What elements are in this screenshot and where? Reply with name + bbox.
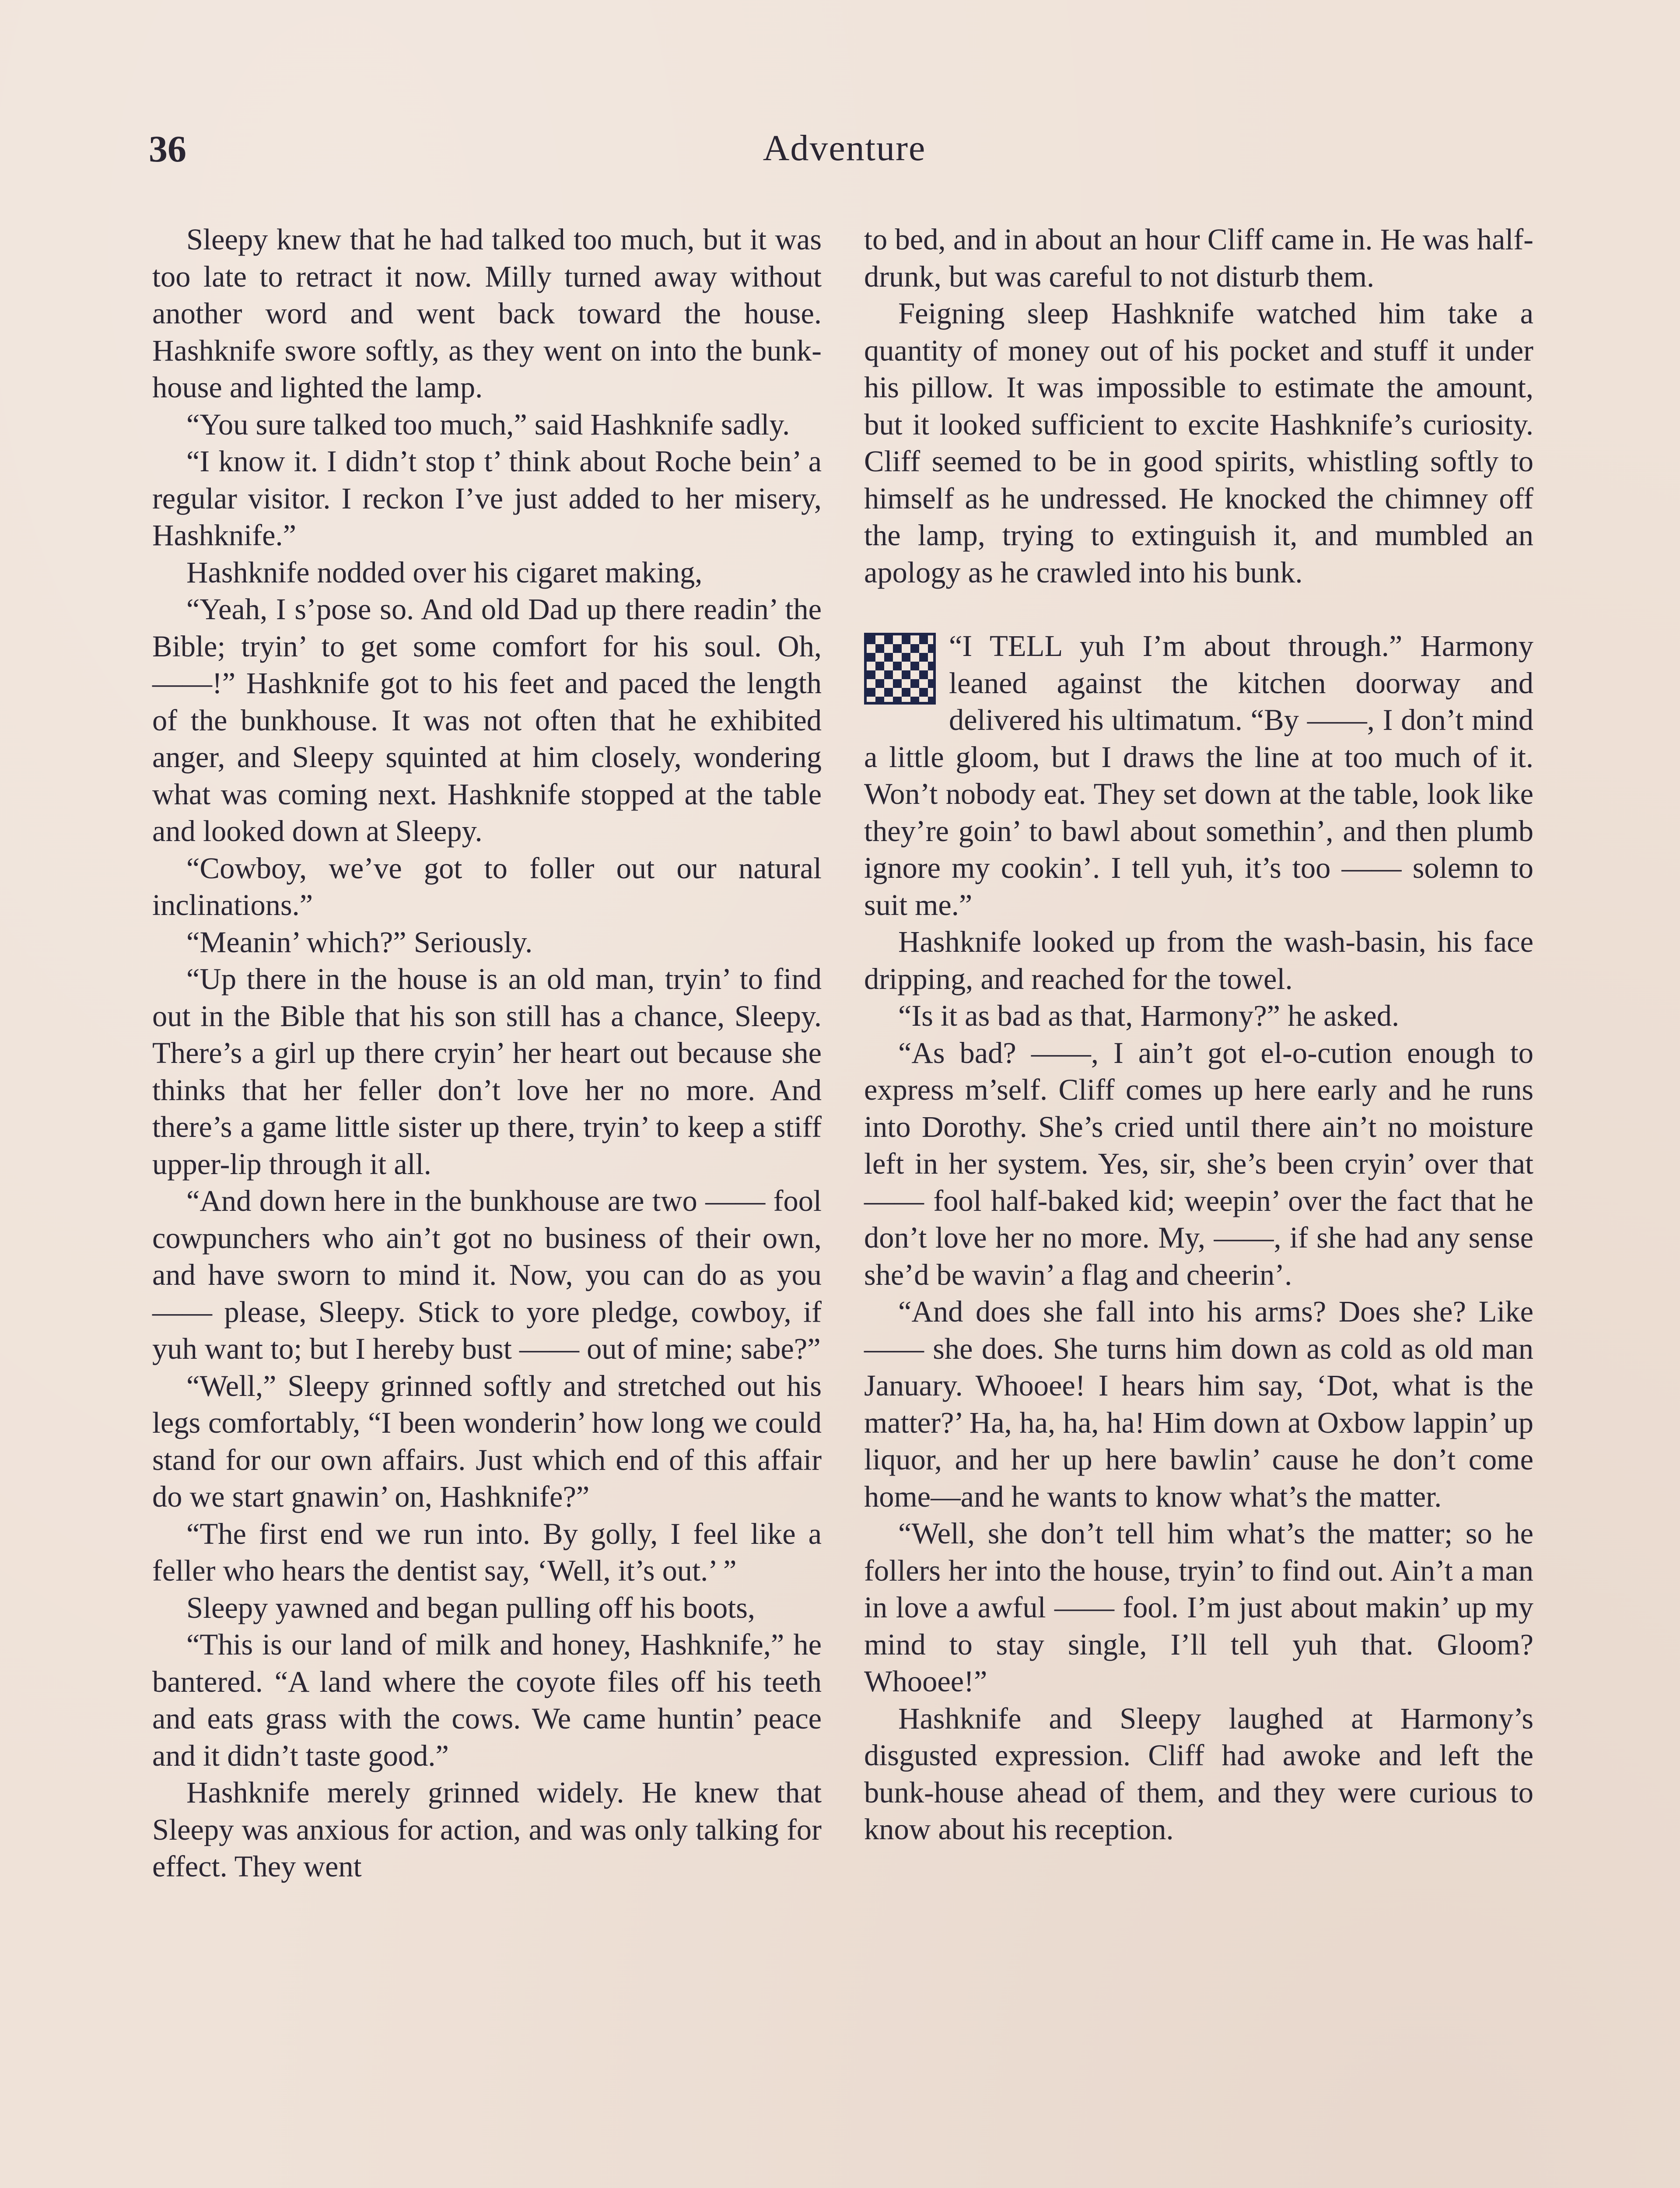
section-break: [864, 591, 1533, 628]
page-header: [149, 127, 1540, 188]
paragraph: “Meanin’ which?” Seriously.: [186, 925, 533, 959]
page-number: 36: [149, 128, 186, 170]
paragraph: to bed, and in about an hour Cliff came in. He was half-drunk, but was careful to not disturb them.: [864, 223, 1533, 293]
paragraph: “Is it as bad as that, Harmony?” he asked.: [898, 999, 1400, 1032]
section-opening-text: “I TELL yuh I’m about through.” Harmony leaned against the kitchen doorway and delivered his ultimatum. “By ——, I don’t mind a little gloom, but I draws the line at too much of it. Won’t nobody eat. They set down at the table, look like they’re goin’ to bawl about somethin’, and then plumb ignore my cookin’. I tell yuh, it’s too —— solemn to suit me.”: [864, 629, 1533, 922]
paragraph: “Up there in the house is an old man, tryin’ to find out in the Bible that his son still has a chance, Sleepy. There’s a girl up there cryin’ her heart out because she thinks that her feller don’t love her no more. And there’s a game little sister up there, tryin’ to keep a stiff upper-lip through it all.: [152, 962, 822, 1181]
paragraph: Hashknife nodded over his cigaret making,: [186, 555, 703, 589]
paragraph: “The first end we run into. By golly, I feel like a feller who hears the dentist say, ‘Well, it’s out.’ ”: [152, 1517, 822, 1587]
paragraph: Sleepy knew that he had talked too much, but it was too late to retract it now. Milly turned away without another word and went back toward the house. Hashknife swore softly, as they went on into the bunk-house and lighted the lamp.: [152, 223, 822, 404]
paragraph: “I know it. I didn’t stop t’ think about Roche bein’ a regular visitor. I reckon I’ve just added to her misery, Hashknife.”: [152, 445, 822, 552]
paragraph: “Well,” Sleepy grinned softly and stretched out his legs comfortably, “I been wonderin’ how long we could stand for our own affairs. Just which end of this affair do we start gnawin’ on, Hashknife?”: [152, 1369, 822, 1513]
paragraph: “Well, she don’t tell him what’s the matter; so he follers her into the house, tryin’ to find out. Ain’t a man in love a awful —— fool. I’m just about makin’ up my mind to stay single, I’ll tell yuh that. Gloom? Whooee!”: [864, 1517, 1533, 1698]
paragraph: “And down here in the bunkhouse are two —— fool cowpunchers who ain’t got no business of their own, and have sworn to mind it. Now, you can do as you —— please, Sleepy. Stick to yore pledge, cowboy, if yuh want to; but I hereby bust —— out of mine; sabe?”: [152, 1184, 822, 1365]
paragraph: Hashknife and Sleepy laughed at Harmony’s disgusted expression. Cliff had awoke and left the bunk-house ahead of them, and they were curious to know about his reception.: [864, 1701, 1533, 1846]
paragraph: “And does she fall into his arms? Does she? Like —— she does. She turns him down as cold as old man January. Whooee! I hears him say, ‘Dot, what is the matter?’ Ha, ha, ha, ha! Him down at Oxbow lappin’ up liquor, and her up here bawlin’ cause he don’t come home—and he wants to know what’s the matter.: [864, 1295, 1533, 1513]
running-head: Adventure: [763, 128, 926, 168]
paragraph: Feigning sleep Hashknife watched him take a quantity of money out of his pocket and stuff it under his pillow. It was impossible to estimate the amount, but it looked sufficient to excite Hashknife’s curiosity. Cliff seemed to be in good spirits, whistling softly to himself as he undressed. He knocked the chimney off the lamp, trying to extinguish it, and mumbled an apology as he crawled into his bunk.: [864, 297, 1533, 589]
paragraph: Hashknife looked up from the wash-basin, his face dripping, and reached for the towel.: [864, 925, 1533, 996]
paragraph: “As bad? ——, I ain’t got el-o-cution enough to express m’self. Cliff comes up here early and he runs into Dorothy. She’s cried until there ain’t no moisture left in her system. Yes, sir, she’s been cryin’ over that —— fool half-baked kid; weepin’ over the fact that he don’t love her no more. My, ——, if she had any sense she’d be wavin’ a flag and cheerin’.: [864, 1036, 1533, 1291]
paragraph: “Yeah, I s’pose so. And old Dad up there readin’ the Bible; tryin’ to get some comfort for his soul. Oh, ——!” Hashknife got to his feet and paced the length of the bunkhouse. It was not often that he exhibited anger, and Sleepy squinted at him closely, wondering what was coming next. Hashknife stopped at the table and looked down at Sleepy.: [152, 593, 822, 848]
paragraph: Sleepy yawned and began pulling off his boots,: [186, 1591, 756, 1624]
ornamental-dropcap-icon: [864, 633, 936, 705]
paragraph: “You sure talked too much,” said Hashknife sadly.: [186, 407, 790, 441]
right-column: [864, 221, 1533, 1848]
left-column: [152, 221, 822, 1885]
paragraph: Hashknife merely grinned widely. He knew that Sleepy was anxious for action, and was only talking for effect. They went: [152, 1776, 822, 1883]
paragraph: “Cowboy, we’ve got to foller out our natural inclinations.”: [152, 851, 822, 922]
section-opening-paragraph: [864, 628, 1533, 923]
paragraph: “This is our land of milk and honey, Hashknife,” he bantered. “A land where the coyote files off his teeth and eats grass with the cows. We came huntin’ peace and it didn’t taste good.”: [152, 1628, 822, 1772]
